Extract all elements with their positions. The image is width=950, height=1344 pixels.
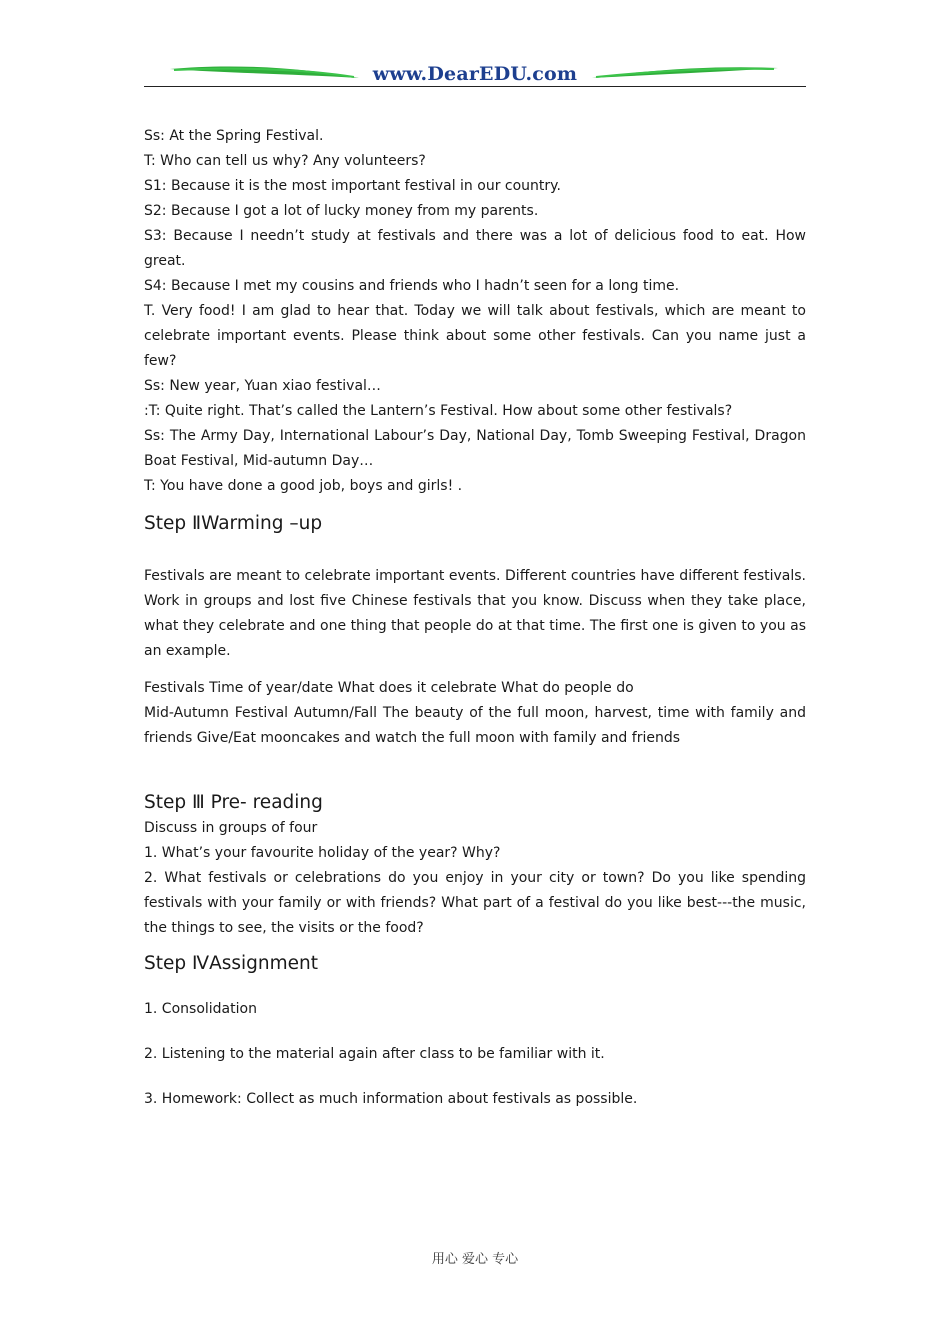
dialogue-line: S3: Because I needn’t study at festivals and there was a lot of delicious food to eat. How great. (144, 228, 806, 269)
step2-paragraph: Festivals are meant to celebrate important events. Different countries have different festivals. Work in groups and lost five Chinese festivals that you know. Discuss when they take place, what they celebrate and one thing that people do at that time. The first one is given to you as an example. (144, 568, 806, 659)
step3-intro: Discuss in groups of four (144, 820, 318, 836)
document-body (144, 124, 806, 1112)
step3-question-1: 1. What’s your favourite holiday of the year? Why? (144, 845, 501, 861)
step3-question-2: 2. What festivals or celebrations do you enjoy in your city or town? Do you like spending festivals with your family or with friends? What part of a festival do you like best---the music, the things to see, the visits or the food? (144, 870, 806, 936)
dialogue-line: S1: Because it is the most important festival in our country. (144, 178, 561, 194)
assignment-item: 3. Homework: Collect as much information about festivals as possible. (144, 1091, 638, 1107)
site-logo: www.DearEDU.com (372, 63, 578, 85)
page-footer: 用心 爱心 专心 (431, 1252, 519, 1267)
assignment-item: 2. Listening to the material again after class to be familiar with it. (144, 1046, 605, 1062)
dialogue-line: Ss: The Army Day, International Labour’s Day, National Day, Tomb Sweeping Festival, Dragon Boat Festival, Mid-autumn Day… (144, 428, 806, 469)
dialogue-line: T: Who can tell us why? Any volunteers? (144, 153, 426, 169)
page-header (144, 60, 806, 90)
step2-heading: Step ⅡWarming –up (144, 513, 323, 534)
step3-heading: Step Ⅲ Pre- reading (144, 792, 323, 813)
table-row: Mid-Autumn Festival Autumn/Fall The beauty of the full moon, harvest, time with family and friends Give/Eat mooncakes and watch the full moon with family and friends (144, 705, 806, 746)
dialogue-line: S4: Because I met my cousins and friends who I hadn’t seen for a long time. (144, 278, 680, 294)
dialogue-line: S2: Because I got a lot of lucky money from my parents. (144, 203, 539, 219)
table-header-row: Festivals Time of year/date What does it celebrate What do people do (144, 680, 634, 696)
dialogue-line: Ss: New year, Yuan xiao festival… (144, 378, 381, 394)
assignment-item: 1. Consolidation (144, 1001, 257, 1017)
step4-heading: Step ⅣAssignment (144, 953, 318, 974)
header-rule (144, 86, 806, 87)
dialogue-line: Ss: At the Spring Festival. (144, 128, 324, 144)
dialogue-line: T. Very food! I am glad to hear that. Today we will talk about festivals, which are meant to celebrate important events. Please think about some other festivals. Can you name just a few? (144, 303, 806, 369)
dialogue-line: T: You have done a good job, boys and girls! . (144, 478, 463, 494)
dialogue-line: :T: Quite right. That’s called the Lantern’s Festival. How about some other festivals? (144, 403, 733, 419)
